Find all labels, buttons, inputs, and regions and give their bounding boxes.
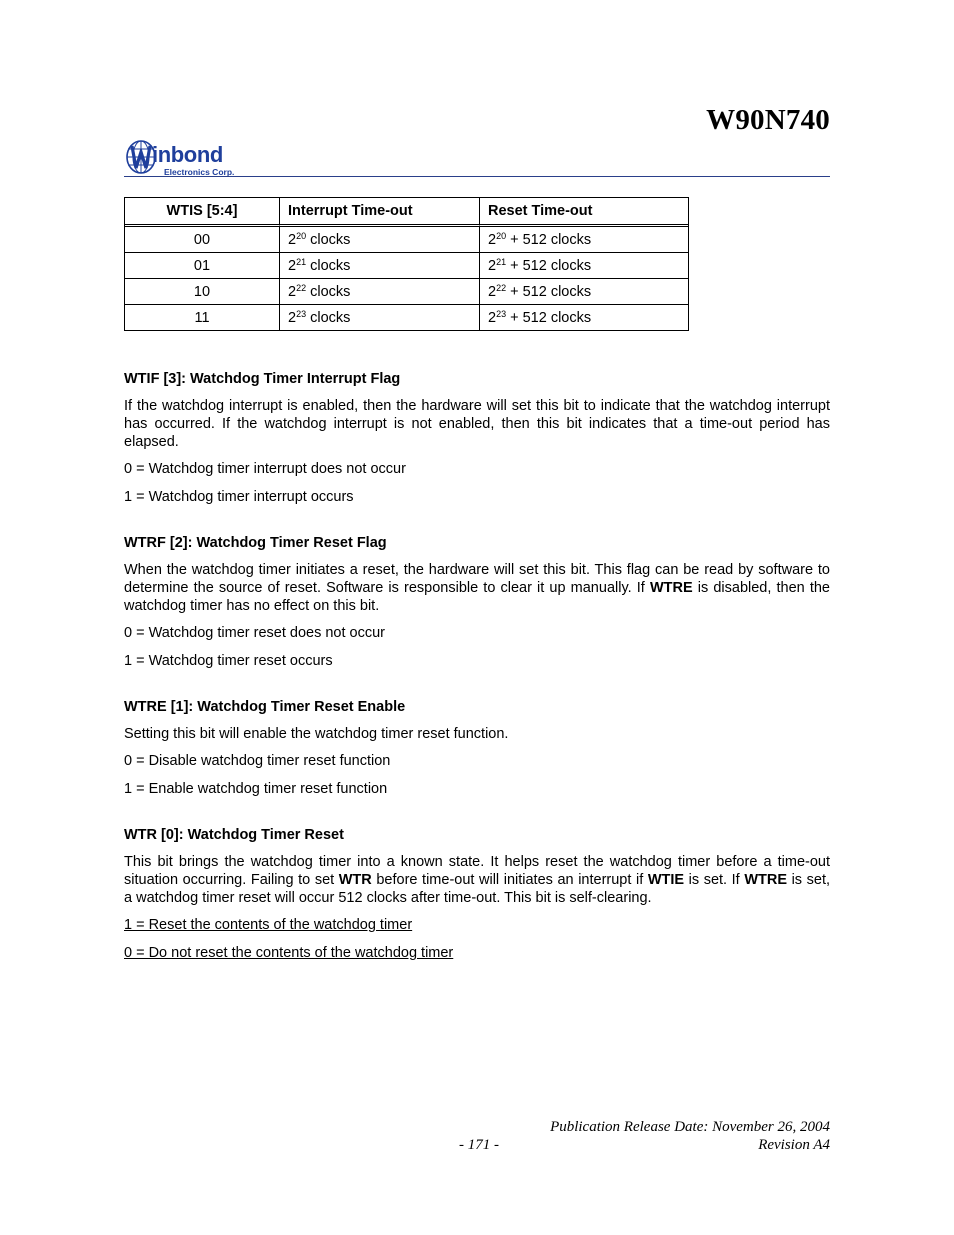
- table-cell: $2^{22}$ clocks: [280, 279, 480, 305]
- table-row: [125, 279, 688, 305]
- option-line: 1 = Enable watchdog timer reset function: [124, 781, 388, 797]
- option-line: 0 = Do not reset the contents of the watchdog timer: [124, 945, 454, 961]
- table-row: [125, 305, 688, 330]
- table-cell: 00: [125, 227, 280, 253]
- column-header: Interrupt Time-out: [280, 198, 480, 227]
- footer-revision: Revision A4: [758, 1137, 830, 1153]
- option-line: 1 = Watchdog timer interrupt occurs: [124, 489, 354, 505]
- option-line: 0 = Disable watchdog timer reset function: [124, 753, 391, 769]
- section-wtre: [124, 698, 830, 798]
- table-cell: 10: [125, 279, 280, 305]
- table-header-row: [125, 198, 688, 227]
- section-heading: WTIF [3]: Watchdog Timer Interrupt Flag: [124, 371, 401, 387]
- table-cell: $2^{20}$ clocks: [280, 227, 480, 253]
- wtis-table: [124, 197, 689, 331]
- section-body: If the watchdog interrupt is enabled, then the hardware will set this bit to indicate that the watchdog interrupt has occurred. If the watchdog interrupt is not enabled, then this bit indicates that a time-out period has elapsed.: [124, 398, 830, 450]
- table-row: [125, 253, 688, 279]
- section-heading: WTRF [2]: Watchdog Timer Reset Flag: [124, 535, 387, 551]
- section-wtrf: [124, 534, 830, 670]
- logo-wordmark: inbond: [152, 142, 223, 167]
- section-body: Setting this bit will enable the watchdog timer reset function.: [124, 726, 509, 742]
- section-wtr: [124, 826, 830, 962]
- logo-subtitle: Electronics Corp.: [164, 167, 235, 177]
- header-rule: [124, 176, 830, 177]
- footer-publication-date: Publication Release Date: November 26, 2004: [550, 1119, 830, 1135]
- section-heading: WTRE [1]: Watchdog Timer Reset Enable: [124, 699, 406, 715]
- table-cell: $2^{23}$ clocks: [280, 305, 480, 330]
- section-heading: WTR [0]: Watchdog Timer Reset: [124, 827, 344, 843]
- section-body: This bit brings the watchdog timer into a known state. It helps reset the watchdog timer before a time-out situation occurring. Failing to set WTR before time-out will initiates an interrupt if WTIE is set. If WTRE is set, a watchdog timer reset will occur 512 clocks after time-out. This bit is self-clearing.: [124, 854, 831, 906]
- section-wtif: [124, 370, 830, 506]
- table-row: [125, 227, 688, 253]
- option-line: 0 = Watchdog timer interrupt does not occur: [124, 461, 406, 477]
- doc-title: W90N740: [706, 104, 830, 136]
- table-cell: $2^{20} + 512$ clocks: [480, 227, 688, 253]
- footer-page-number: - 171 -: [459, 1137, 499, 1153]
- table-cell: $2^{21}$ clocks: [280, 253, 480, 279]
- option-line: 0 = Watchdog timer reset does not occur: [124, 625, 385, 641]
- column-header: Reset Time-out: [480, 198, 688, 227]
- table-cell: $2^{22} + 512$ clocks: [480, 279, 688, 305]
- table-cell: $2^{23} + 512$ clocks: [488, 308, 592, 326]
- option-line: 1 = Reset the contents of the watchdog timer: [124, 917, 413, 933]
- table-cell: 01: [125, 253, 280, 279]
- section-body: When the watchdog timer initiates a reset, the hardware will set this bit. This flag can be read by software to determine the source of reset. Software is responsible to clear it up manually. If WTRE is disabled, then the watchdog timer has no effect on this bit.: [124, 562, 831, 614]
- column-header: WTIS [5:4]: [125, 198, 280, 227]
- table-cell: $2^{21} + 512$ clocks: [480, 253, 688, 279]
- main-content: [124, 370, 830, 990]
- option-line: 1 = Watchdog timer reset occurs: [124, 653, 333, 669]
- table-cell: 11: [125, 305, 280, 330]
